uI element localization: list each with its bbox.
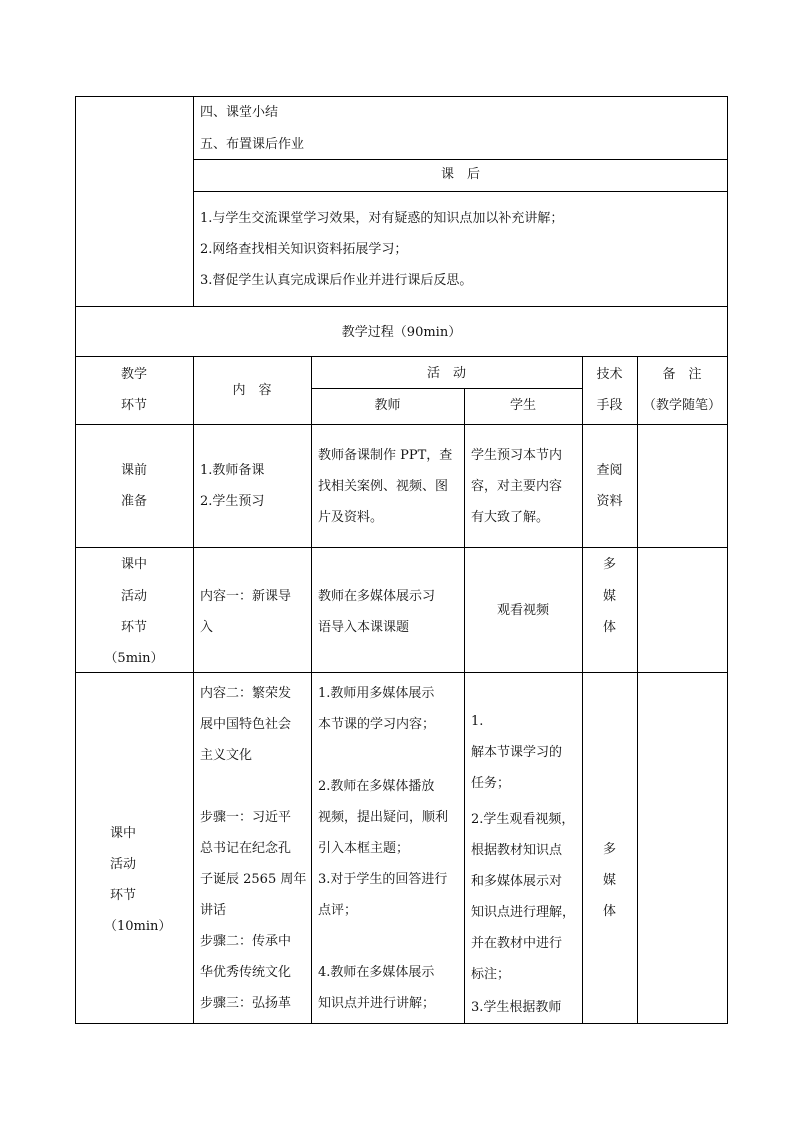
row3-content-5: 步骤一：习近平 [200,810,292,825]
top-line-after-header [193,191,728,192]
header-activity: 活 动 [426,366,466,381]
row3-content-3: 主义文化 [200,748,253,763]
row3-content-9: 步骤二：传承中 [200,934,292,949]
row2-tech-3: 体 [602,620,616,635]
row1-student-3: 有大致了解。 [471,510,550,525]
row3-student-8: 并在教材中进行 [471,936,563,951]
border-bottom [75,1023,728,1024]
row3-teacher-4: 2.教师在多媒体播放 [318,779,435,794]
row1-tech-2: 资料 [596,494,623,509]
after-class-item-1: 1.与学生交流课堂学习效果，对有疑惑的知识点加以补充讲解； [200,211,564,226]
row2-stage-2: 活动 [120,589,147,604]
row3-teacher-10: 4.教师在多媒体展示 [318,965,435,980]
row3-tech-1: 多 [602,842,616,857]
header-stage-2: 环节 [120,398,147,413]
border-top [75,96,728,97]
top-divider-vertical [193,96,194,306]
header-tech-1: 技术 [596,367,623,382]
col-line-2 [311,356,312,1024]
top-line-after-summary [193,159,728,160]
row3-content-11: 步骤三：弘扬革 [200,996,292,1011]
col-line-5 [637,356,638,1024]
row3-student-3: 任务； [471,776,511,791]
row3-tech-2: 媒 [602,873,616,888]
row2-teacher-2: 语导入本课课题 [318,620,410,635]
row2-stage-3: 环节 [120,620,147,635]
summary-line-1: 四、课堂小结 [200,105,279,120]
process-title: 教学过程（90min） [341,325,462,340]
row3-student-9: 标注； [471,967,511,982]
row1-student-1: 学生预习本节内 [471,448,563,463]
row1-content-2: 2.学生预习 [200,494,265,509]
col-line-3 [464,424,465,1024]
after-class-header: 课 后 [440,167,480,182]
row2-teacher-1: 教师在多媒体展示习 [318,589,436,604]
header-notes-2: （教学随笔） [642,398,721,413]
summary-line-2: 五、布置课后作业 [200,137,305,152]
row1-teacher-1: 教师备课制作 PPT，查 [318,448,453,463]
row3-teacher-5: 视频，提出疑问，顺利 [318,810,449,825]
row2-content-1: 内容一：新课导 [200,589,292,604]
row3-content-2: 展中国特色社会 [200,717,292,732]
row2-content-2: 入 [200,620,214,635]
row1-content-1: 1.教师备课 [200,463,265,478]
line-after-row-2 [75,672,728,673]
row2-stage-4: （5min） [104,651,164,666]
header-tech-2: 手段 [596,398,623,413]
line-before-process-title [75,306,728,307]
header-student: 学生 [509,398,536,413]
row2-tech-1: 多 [602,557,616,572]
row3-content-8: 讲话 [200,903,227,918]
row1-tech-1: 查阅 [596,463,623,478]
row3-stage-2: 活动 [110,857,137,872]
row3-content-7: 子诞辰 2565 周年 [200,872,307,887]
row3-student-1: 1. [471,714,484,729]
header-content: 内 容 [232,383,272,398]
row3-stage-3: 环节 [110,888,137,903]
row1-student-2: 容，对主要内容 [471,479,563,494]
row3-student-4: 2.学生观看视频， [471,812,575,827]
line-after-row-1 [75,547,728,548]
row3-teacher-7: 3.对于学生的回答进行 [318,872,448,887]
row3-teacher-1: 1.教师用多媒体展示 [318,686,435,701]
line-after-header [75,424,728,425]
row2-tech-2: 媒 [602,589,616,604]
row3-student-5: 根据教材知识点 [471,843,563,858]
row3-stage-1: 课中 [110,826,137,841]
header-stage-1: 教学 [120,367,147,382]
row1-stage-2: 准备 [120,494,147,509]
after-class-item-2: 2.网络查找相关知识资料拓展学习； [200,242,408,257]
row3-content-6: 总书记在纪念孔 [200,841,292,856]
row3-content-10: 华优秀传统文化 [200,965,292,980]
row1-teacher-2: 找相关案例、视频、图 [318,479,449,494]
header-notes-1: 备 注 [662,367,702,382]
row1-teacher-3: 片及资料。 [318,510,384,525]
line-after-process-title [75,356,728,357]
header-activity-split [311,388,582,389]
row3-student-2: 解本节课学习的 [471,745,563,760]
after-class-item-3: 3.督促学生认真完成课后作业并进行课后反思。 [200,273,473,288]
row2-student-1: 观看视频 [496,603,549,618]
row3-teacher-2: 本节课的学习内容； [318,717,436,732]
header-teacher: 教师 [374,398,401,413]
border-right [727,96,728,1024]
row3-student-10: 3.学生根据教师 [471,1000,562,1015]
col-line-4 [582,356,583,1024]
row3-teacher-6: 引入本框主题； [318,841,410,856]
row3-teacher-8: 点评； [318,903,358,918]
row3-content-1: 内容二：繁荣发 [200,686,292,701]
row2-stage-1: 课中 [120,557,147,572]
row1-stage-1: 课前 [120,463,147,478]
row3-student-7: 知识点进行理解， [471,905,576,920]
row3-stage-4: （10min） [104,919,172,934]
col-line-1 [193,356,194,1024]
row3-tech-3: 体 [602,904,616,919]
row3-student-6: 和多媒体展示对 [471,874,563,889]
row3-teacher-11: 知识点并进行讲解； [318,996,436,1011]
